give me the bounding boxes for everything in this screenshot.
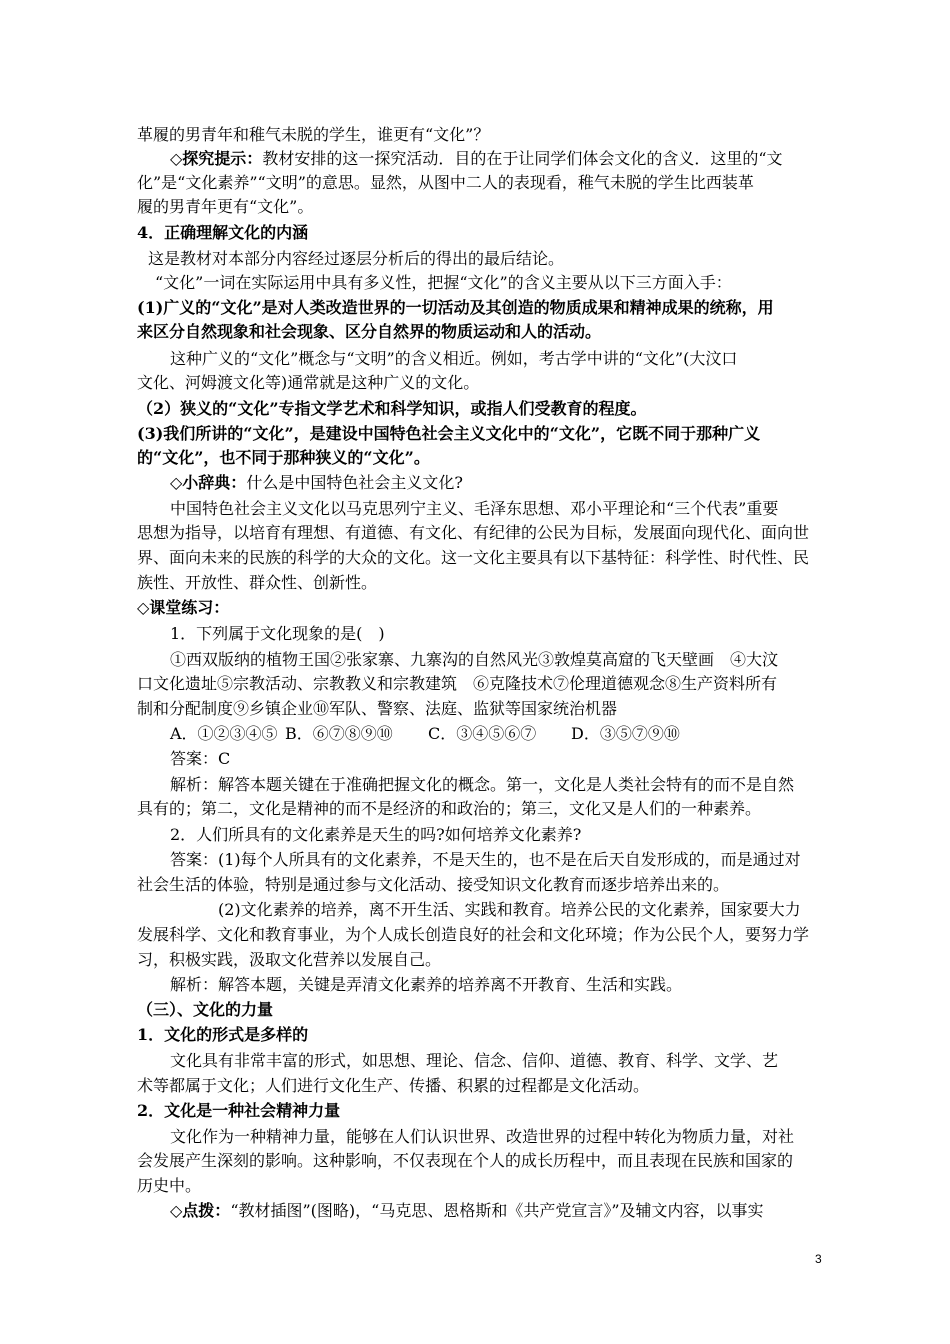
text-line: 的“文化”，也不同于那种狭义的“文化”。	[137, 448, 430, 467]
text-line: 口文化遗址⑤宗教活动、宗教教义和宗教建筑 ⑥克隆技术⑦伦理道德观念⑧生产资料所有	[137, 674, 778, 693]
label-dianbo: ◇点拨：	[170, 1201, 231, 1220]
text-line: 革履的男青年和稚气未脱的学生，谁更有“文化”？	[137, 125, 490, 144]
label-tansuo: ◇探究提示：	[170, 149, 263, 168]
text-line: 制和分配制度⑨乡镇企业⑩军队、警察、法庭、监狱等国家统治机器	[137, 699, 618, 718]
text-span: 教材安排的这一探究活动．目的在于让同学们体会文化的含义．这里的“文	[262, 149, 783, 168]
text-line: 中国特色社会主义文化以马克思列宁主义、毛泽东思想、邓小平理论和“三个代表”重要	[170, 499, 779, 518]
text-line	[170, 472, 860, 494]
section-heading: （三）、文化的力量	[137, 1000, 274, 1019]
option-d: D．③⑤⑦⑨⑩	[571, 724, 680, 743]
text-line: (1)广义的“文化”是对人类改造世界的一切活动及其创造的物质成果和精神成果的统称，用	[137, 298, 774, 317]
text-line: 族性、开放性、群众性、创新性。	[137, 573, 378, 592]
text-line: 习，积极实践，汲取文化营养以发展自己。	[137, 950, 442, 969]
text-line: 文化、河姆渡文化等)通常就是这种广义的文化。	[137, 373, 480, 392]
text-line: （2）狭义的“文化”专指文学艺术和科学知识，或指人们受教育的程度。	[137, 399, 647, 418]
label-xiaocidian: ◇小辞典：	[170, 473, 247, 492]
text-line: (3)我们所讲的“文化”，是建设中国特色社会主义文化中的“文化”，它既不同于那种广义	[137, 424, 761, 443]
text-line: 解析：解答本题，关键是弄清文化素养的培养离不开教育、生活和实践。	[170, 975, 683, 994]
text-span: 什么是中国特色社会主义文化?	[246, 473, 463, 492]
text-line: 社会生活的体验，特别是通过参与文化活动、接受知识文化教育而逐步培养出来的。	[137, 875, 730, 894]
section-heading: 2．文化是一种社会精神力量	[137, 1101, 341, 1120]
text-line: 发展科学、文化和教育事业，为个人成长创造良好的社会和文化环境；作为公民个人，要努力学	[137, 925, 810, 944]
option-c: C．③④⑤⑥⑦	[428, 724, 537, 743]
option-a: A．①②③④⑤	[170, 724, 278, 743]
text-line: 解析：解答本题关键在于准确把握文化的概念。第一，文化是人类社会特有的而不是自然	[170, 775, 795, 794]
text-line: 化”是“文化素养”“文明”的意思。显然，从图中二人的表现看，稚气未脱的学生比西装革	[137, 173, 754, 192]
text-line: “文化”一词在实际运用中具有多义性，把握“文化”的含义主要从以下三方面入手：	[155, 273, 732, 292]
option-b: B．⑥⑦⑧⑨⑩	[285, 724, 393, 743]
text-line	[170, 148, 860, 170]
text-line: 界、面向未来的民族的科学的大众的文化。这一文化主要具有以下基特征：科学性、时代性、民	[137, 548, 810, 567]
section-heading: 4．正确理解文化的内涵	[137, 223, 309, 242]
text-span: “教材插图”(图略)，“马克思、恩格斯和《共产党宣言》”及辅文内容，以事实	[230, 1201, 764, 1220]
text-line: 这是教材对本部分内容经过逐层分析后的得出的最后结论。	[148, 249, 565, 268]
text-line: 这种广义的“文化”概念与“文明”的含义相近。例如，考古学中讲的“文化”(大汶口	[170, 349, 738, 368]
text-line: 思想为指导，以培育有理想、有道德、有文化、有纪律的公民为目标，发展面向现代化、面向世	[137, 523, 810, 542]
text-line: 历史中。	[137, 1176, 202, 1195]
text-line: (2)文化素养的培养，离不开生活、实践和教育。培养公民的文化素养，国家要大力	[218, 900, 801, 919]
text-line: ①西双版纳的植物王国②张家寨、九寨沟的自然风光③敦煌莫高窟的飞天壁画 ④大汶	[170, 650, 779, 669]
text-line: 履的男青年更有“文化”。	[137, 197, 314, 216]
page-number: 3	[815, 1252, 822, 1266]
text-line: 文化作为一种精神力量，能够在人们认识世界、改造世界的过程中转化为物质力量，对社	[170, 1127, 795, 1146]
text-line: 答案：(1)每个人所具有的文化素养，不是天生的，也不是在后天自发形成的，而是通过对	[170, 850, 801, 869]
question-2: 2．人们所具有的文化素养是天生的吗?如何培养文化素养?	[170, 825, 582, 844]
question-1: 1．下列属于文化现象的是( )	[170, 624, 385, 643]
section-heading: 1．文化的形式是多样的	[137, 1025, 309, 1044]
text-line: 来区分自然现象和社会现象、区分自然界的物质运动和人的活动。	[137, 322, 602, 341]
answer-options	[170, 723, 860, 745]
answer: 答案：C	[170, 749, 231, 768]
section-heading: ◇课堂练习：	[137, 598, 230, 617]
text-line: 会发展产生深刻的影响。这种影响，不仅表现在个人的成长历程中，而且表现在民族和国家的	[137, 1151, 794, 1170]
text-line	[170, 1200, 860, 1222]
text-line: 具有的；第二，文化是精神的而不是经济的和政治的；第三，文化又是人们的一种素养。	[137, 799, 762, 818]
text-line: 文化具有非常丰富的形式，如思想、理论、信念、信仰、道德、教育、科学、文学、艺	[170, 1051, 779, 1070]
text-line: 术等都属于文化；人们进行文化生产、传播、积累的过程都是文化活动。	[137, 1076, 650, 1095]
